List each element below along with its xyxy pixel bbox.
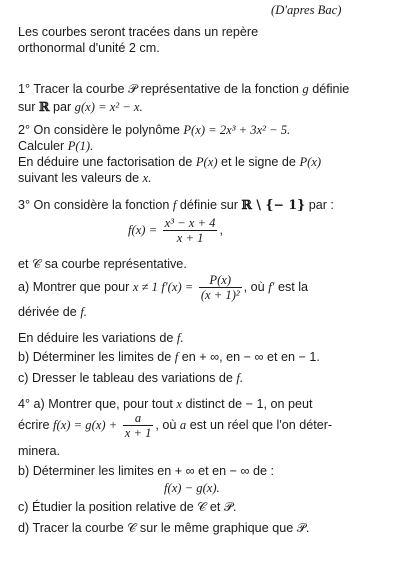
q4d-line: d) Tracer la courbe 𝒞 sur le même graphique que 𝒫. (18, 521, 310, 535)
intro-line-2: orthonormal d'unité 2 cm. (18, 41, 160, 55)
q4c-line: c) Étudier la position relative de 𝒞 et 𝒫. (18, 500, 237, 514)
q1-line-2: sur ℝ par g(x) = x² − x. (18, 99, 143, 114)
q1-line-1: 1° Tracer la courbe 𝒫 représentative de la fonction g définie (18, 82, 350, 96)
q3-f-definition: f(x) = $\frac{\text{x³ − x + 4}}{x + 1}$ , (128, 216, 223, 245)
q3c-line: c) Dresser le tableau des variations de f. (18, 371, 244, 385)
q4b-expression: f(x) − g(x). (164, 481, 220, 495)
q3a-line-2: dérivée de f. (18, 305, 87, 319)
intro-line-1: Les courbes seront tracées dans un repère (18, 25, 259, 39)
q3a-line-1: a) Montrer que pour x ≠ 1 f′(x) = $\frac{P(x)}{\text{(x + 1)²}}$ , où f′ est la (18, 273, 309, 302)
q2-line-4: suivant les valeurs de x. (18, 171, 152, 185)
q2-line-2: Calculer P(1). (18, 139, 94, 153)
q4a-line-1: 4° a) Montrer que, pour tout x distinct de − 1, on peut (18, 397, 313, 411)
q3-f-fraction: $\frac{\text{x³ − x + 4}}{x + 1}$ (164, 216, 216, 245)
q4-a-fraction: $\frac{a}{x + 1}$ (124, 411, 152, 440)
q3-fprime-fraction: $\frac{P(x)}{\text{(x + 1)²}}$ (200, 273, 240, 302)
q2-line-1: 2° On considère le polynôme P(x) = 2x³ + 3x² − 5. (18, 123, 291, 137)
source-note: (D'apres Bac) (271, 3, 342, 17)
q3-line-2: et 𝒞 sa courbe représentative. (18, 257, 187, 271)
q2-line-3: En déduire une factorisation de P(x) et le signe de P(x) (18, 155, 322, 169)
q4b-line: b) Déterminer les limites en + ∞ et en − ∞ de : (18, 464, 274, 478)
q3-line-1: 3° On considère la fonction f définie sur ℝ \ {− 1} par : (18, 197, 334, 212)
q4a-line-2: écrire f(x) = g(x) + $\frac{a}{x + 1}$ , où a est un réel que l'on déter- (18, 411, 333, 440)
q3-deduce: En déduire les variations de f. (18, 331, 184, 345)
q4a-line-3: minera. (18, 444, 60, 458)
q3b-line: b) Déterminer les limites de f en + ∞, en − ∞ et en − 1. (18, 350, 320, 364)
